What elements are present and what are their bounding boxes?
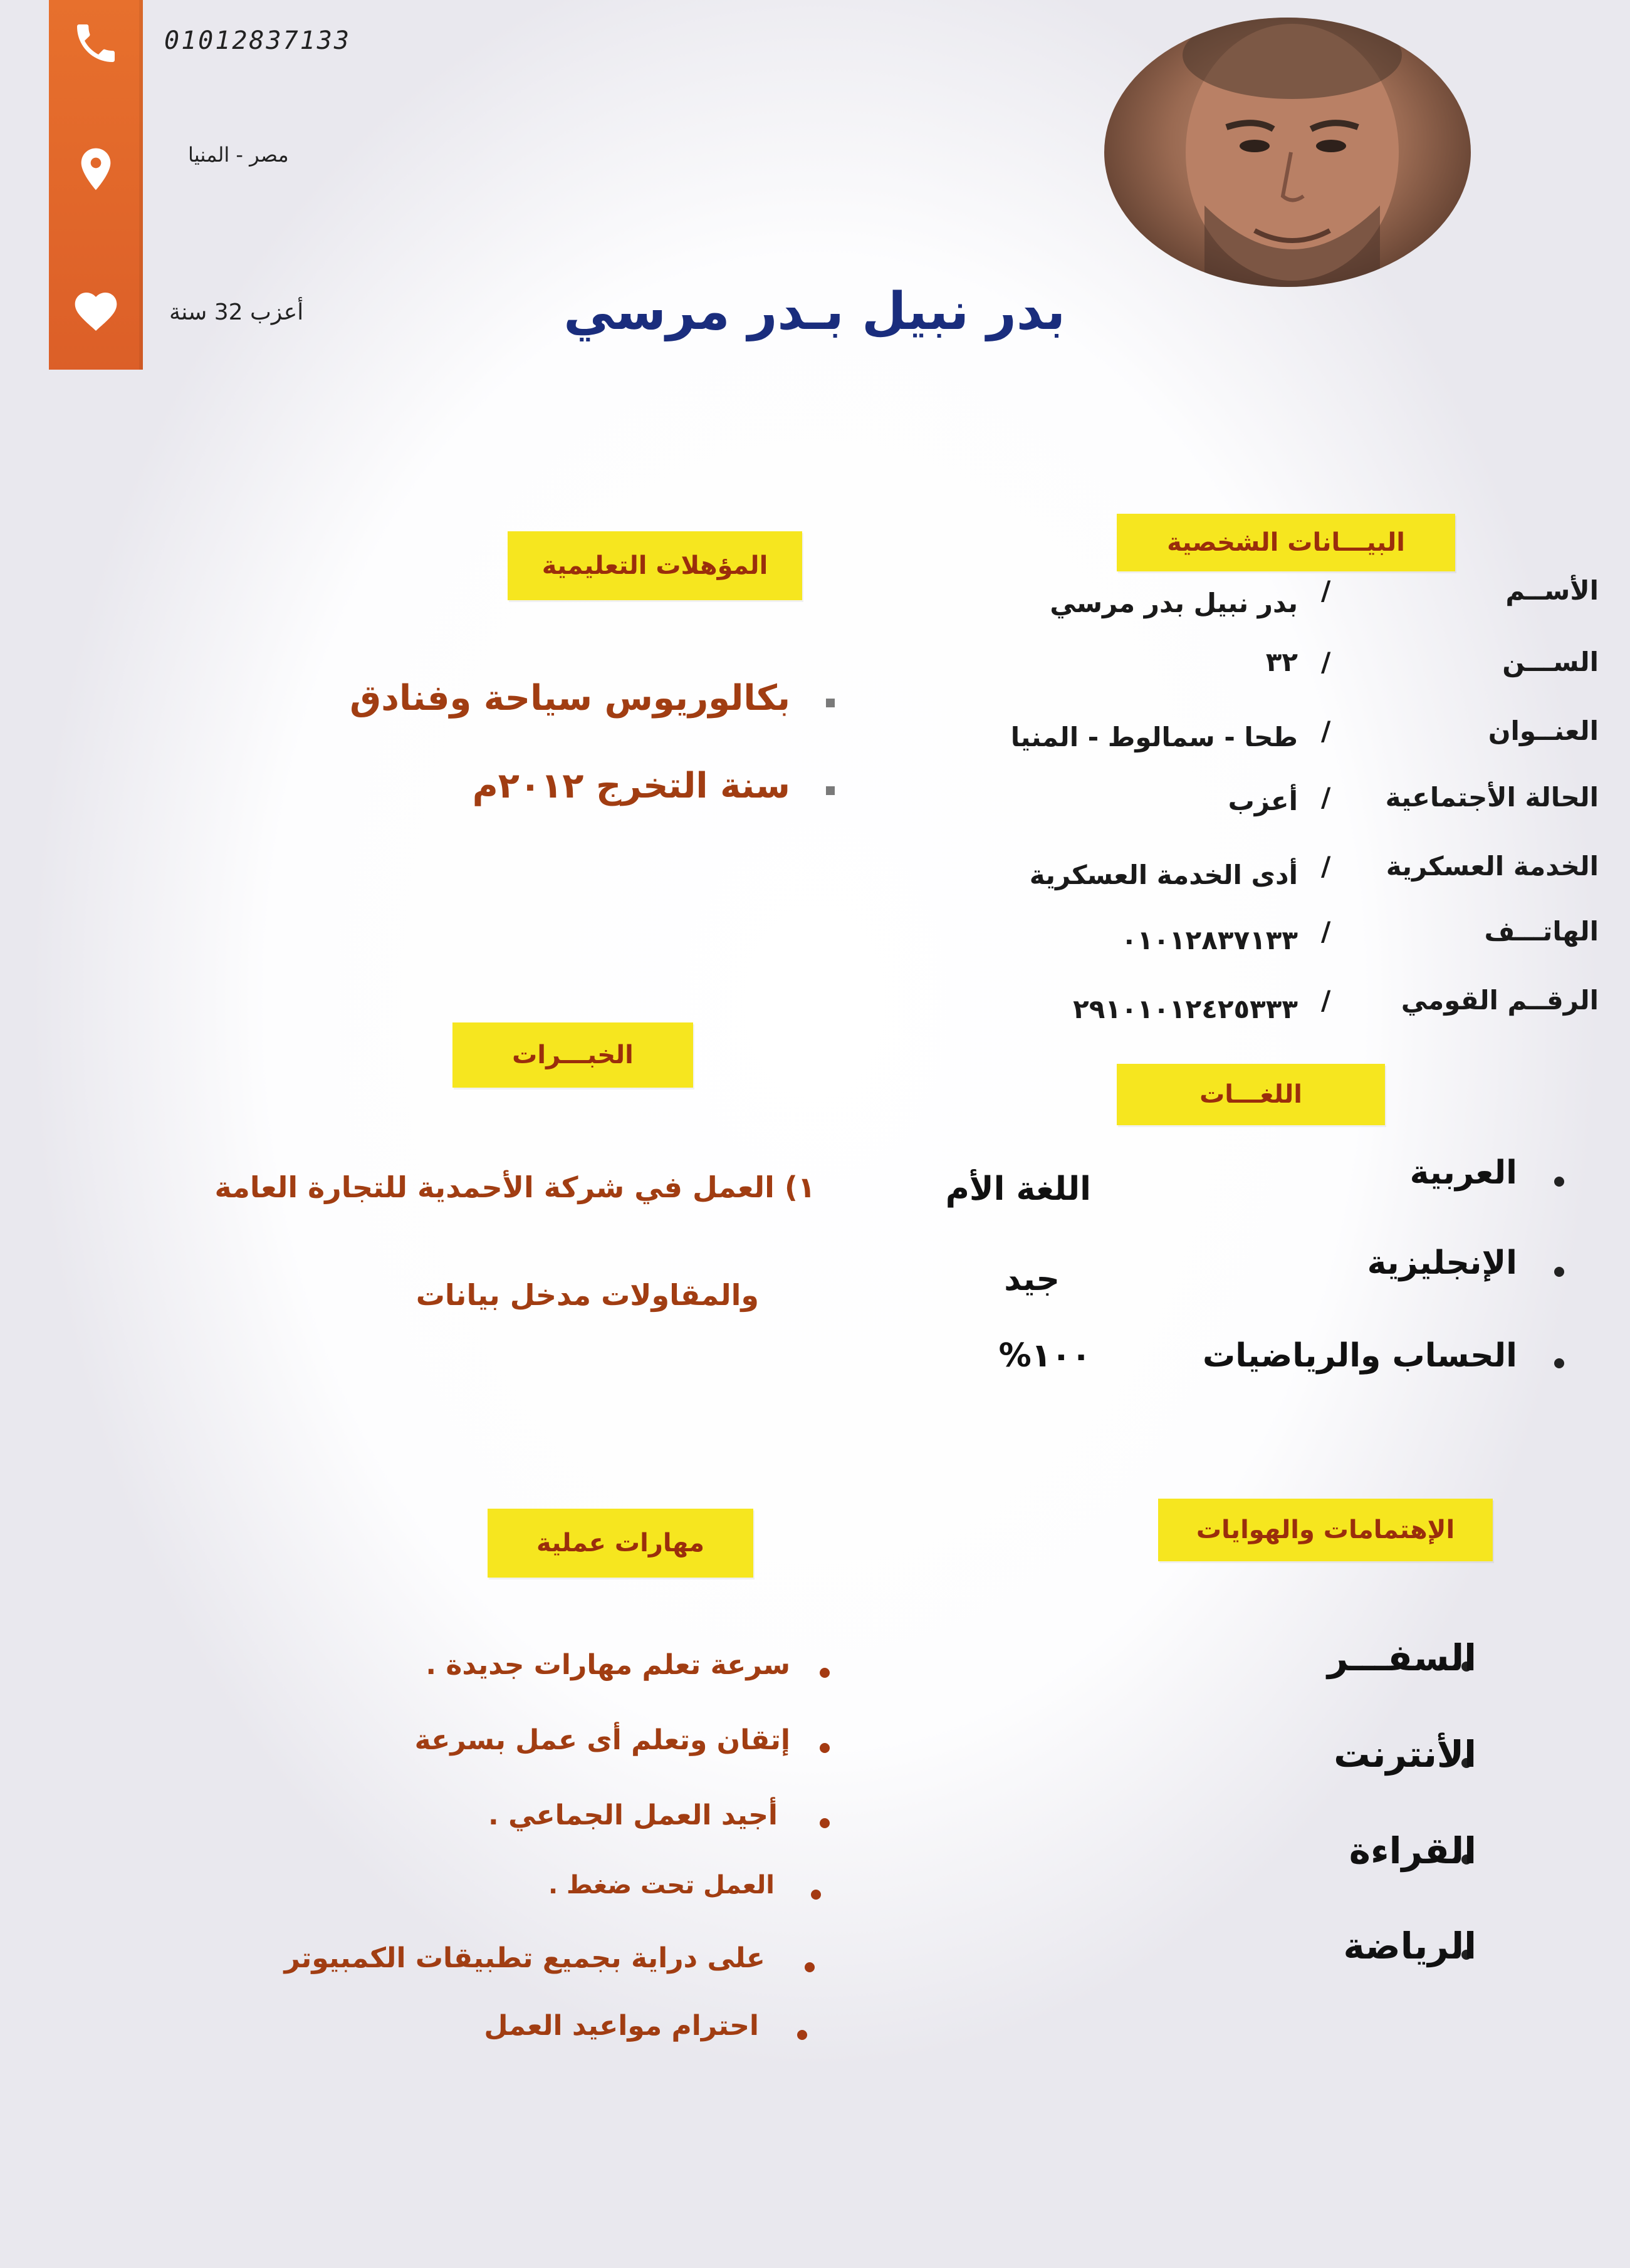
full-name: بدر نبيل بـدر مرسي <box>563 282 1065 341</box>
personal-separator: / <box>1321 916 1331 947</box>
education-item: سنة التخرج ٢٠١٢م <box>472 766 790 806</box>
skill-item: احترام مواعيد العمل <box>484 2010 759 2042</box>
language-level: جيد <box>1004 1261 1060 1298</box>
skill-item: على دراية بجميع تطبيقات الكمبيوتر <box>284 1942 765 1974</box>
section-header-practical-skills: مهارات عملية <box>488 1509 753 1578</box>
personal-value: أعزب <box>1228 786 1298 816</box>
contact-status: أعزب 32 سنة <box>169 299 304 325</box>
bullet-dot <box>820 1818 830 1828</box>
interest-item: الرياضة <box>1343 1925 1476 1967</box>
language-name: الحساب والرياضيات <box>1203 1337 1517 1375</box>
language-level: اللغة الأم <box>945 1170 1091 1208</box>
experience-line: ١) العمل في شركة الأحمدية للتجارة العامة <box>214 1170 815 1204</box>
contact-location: مصر - المنيا <box>188 143 289 167</box>
bullet-dot <box>811 1890 821 1900</box>
interest-item: السفـــر <box>1327 1636 1476 1679</box>
location-pin-icon <box>68 141 124 197</box>
bullet-dot <box>1554 1358 1564 1368</box>
personal-label: العنــوان <box>1488 715 1599 746</box>
interest-item: القراءة <box>1349 1829 1476 1872</box>
education-item: بكالوريوس سياحة وفنادق <box>350 678 790 719</box>
bullet-square <box>826 786 835 795</box>
personal-separator: / <box>1321 985 1331 1016</box>
personal-label: الســـن <box>1502 647 1599 677</box>
personal-label: الأســم <box>1505 575 1599 606</box>
section-header-languages: اللغـــات <box>1117 1064 1385 1125</box>
contact-phone: 01012837133 <box>164 26 351 55</box>
bullet-dot <box>1554 1177 1564 1187</box>
section-header-interests: الإهتمامات والهوايات <box>1158 1499 1493 1561</box>
personal-label: الحالة الأجتماعية <box>1385 782 1599 813</box>
personal-separator: / <box>1321 851 1331 882</box>
personal-label: الهاتـــف <box>1484 916 1599 947</box>
contact-sidebar <box>49 0 143 370</box>
heart-icon <box>68 283 124 340</box>
personal-separator: / <box>1321 647 1331 677</box>
language-level: ١٠٠% <box>998 1337 1091 1375</box>
personal-separator: / <box>1321 782 1331 813</box>
personal-value: ٢٩١٠١٠١٢٤٢٥٣٣٣ <box>1073 994 1298 1024</box>
language-name: الإنجليزية <box>1367 1244 1517 1282</box>
bullet-square <box>826 699 835 707</box>
skill-item: العمل تحت ضغط . <box>548 1871 775 1900</box>
profile-photo <box>1104 18 1471 287</box>
section-header-education: المؤهلات التعليمية <box>508 531 802 600</box>
bullet-dot <box>797 2030 807 2040</box>
personal-value: ٠١٠١٢٨٣٧١٣٣ <box>1121 925 1298 955</box>
bullet-dot <box>805 1962 815 1972</box>
skill-item: إتقان وتعلم أى عمل بسرعة <box>414 1724 790 1756</box>
bullet-dot <box>820 1743 830 1753</box>
section-header-experience: الخبـــرات <box>452 1022 693 1088</box>
bullet-dot <box>820 1668 830 1678</box>
section-header-personal: البيـــانات الشخصية <box>1117 514 1455 571</box>
interest-item: الأنترنت <box>1334 1733 1476 1776</box>
personal-separator: / <box>1321 715 1331 746</box>
bullet-dot <box>1554 1267 1564 1277</box>
personal-value: أدى الخدمة العسكرية <box>1029 860 1298 890</box>
phone-icon <box>68 15 124 71</box>
personal-label: الرقــم القومي <box>1401 985 1599 1016</box>
personal-value: بدر نبيل بدر مرسي <box>1050 588 1298 618</box>
experience-line: والمقاولات مدخل بيانات <box>415 1278 759 1312</box>
skill-item: أجيد العمل الجماعي . <box>488 1799 778 1831</box>
skill-item: سرعة تعلم مهارات جديدة . <box>426 1649 790 1681</box>
personal-value: ٣٢ <box>1265 647 1298 677</box>
personal-label: الخدمة العسكرية <box>1386 851 1599 882</box>
personal-value: طحا - سمالوط - المنيا <box>1010 722 1298 752</box>
language-name: العربية <box>1409 1154 1517 1192</box>
personal-separator: / <box>1321 575 1331 606</box>
